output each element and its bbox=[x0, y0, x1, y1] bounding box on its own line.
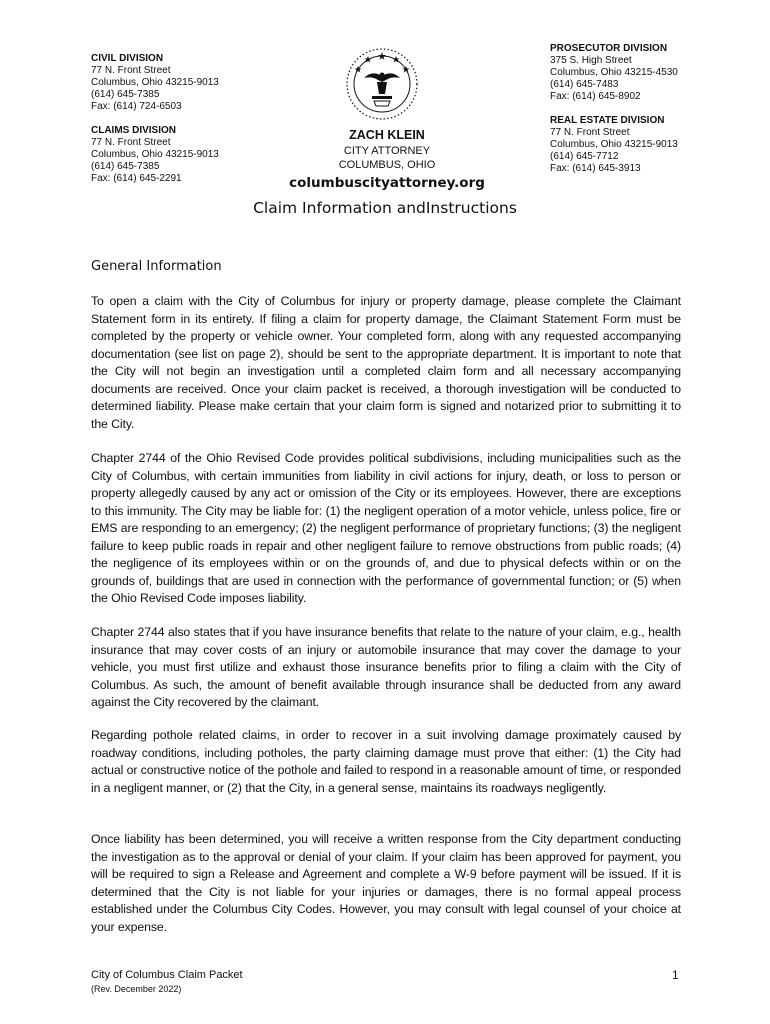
address-line: 77 N. Front Street bbox=[91, 65, 171, 76]
address-line: Columbus, Ohio 43215-9013 bbox=[91, 77, 219, 88]
phone-line: (614) 645-7483 bbox=[550, 79, 619, 90]
paragraph-insurance: Chapter 2744 also states that if you have insurance benefits that relate to the nature of your claim, e.g., health insurance that may cover costs of an injury or automobile insurance that may cover the damage to your vehicle, you must first utilize and exhaust those insurance benefits prior to filing a claim with the City of Columbus. As such, the amount of benefit available through insurance shall be deducted from any award against the City recovered by the claimant. bbox=[91, 625, 681, 709]
attorney-title-block bbox=[300, 144, 474, 172]
footer bbox=[91, 968, 243, 996]
real-estate-division-heading: REAL ESTATE DIVISION bbox=[550, 115, 665, 126]
fax-line: Fax: (614) 645-3913 bbox=[550, 163, 641, 174]
page-number: 1 bbox=[672, 968, 679, 982]
address-line: 77 N. Front Street bbox=[550, 127, 630, 138]
address-line: Columbus, Ohio 43215-9013 bbox=[550, 139, 678, 150]
civil-division-heading: CIVIL DIVISION bbox=[91, 53, 164, 64]
fax-line: Fax: (614) 724-6503 bbox=[91, 101, 182, 112]
paragraph-claim-opening: To open a claim with the City of Columbus for injury or property damage, please complete the Claimant Statement form in its entirety. If filing a claim for property damage, the Claimant Statement Form must be completed by the property or vehicle owner. Your completed form, along with any requested accompanying documentation (see list on page 2), should be sent to the appropriate department. It is important to note that the City will not begin an investigation until a completed claim form and all necessary accompanying documents are received. Once your claim packet is received, a thorough investigation will be conducted to determined liability. Please make certain that your claim form is signed and notarized prior to submitting it to the City. bbox=[91, 294, 681, 431]
prosecutor-division-heading: PROSECUTOR DIVISION bbox=[550, 43, 668, 54]
claims-division-heading: CLAIMS DIVISION bbox=[91, 125, 177, 136]
paragraph-liability-response: Once liability has been determined, you will receive a written response from the City department conducting the investigation as to the approval or denial of your claim. If your claim has been approved for payment, you will be required to sign a Release and Agreement and complete a W-9 before payment will be issued. If it is determined that the City is not liable for your injuries or damages, there is no formal appeal process established under the Columbus City Codes. However, you may consult with legal counsel of your choice at your expense. bbox=[91, 832, 681, 934]
real-estate-division-address bbox=[550, 115, 678, 175]
footer-revision: (Rev. December 2022) bbox=[91, 984, 182, 994]
civil-division-address bbox=[91, 53, 219, 113]
footer-packet-name: City of Columbus Claim Packet bbox=[91, 969, 243, 981]
phone-line: (614) 645-7385 bbox=[91, 161, 160, 172]
fax-line: Fax: (614) 645-2291 bbox=[91, 173, 182, 184]
paragraph-immunity: Chapter 2744 of the Ohio Revised Code provides political subdivisions, including municipalities such as the City of Columbus, with certain immunities from liability in civil actions for injury, death, or loss to person or property allegedly caused by any act or omission of the City or its employees. However, there are exceptions to this immunity. The City may be liable for: (1) the negligent operation of a motor vehicle, unless police, fire or EMS are responding to an emergency; (2) the negligent performance of proprietary functions; (3) the negligent failure to keep public roads in repair and other negligent failure to remove obstructions from public roads; (4) the negligence of its employees within or on the grounds of, and due to physical defects within or on the grounds of, buildings that are used in connection with the performance of governmental function; or (5) when the Ohio Revised Code imposes liability. bbox=[91, 451, 681, 605]
document-title: Claim Information andInstructions bbox=[253, 199, 517, 217]
address-line: Columbus, Ohio 43215-4530 bbox=[550, 67, 678, 78]
phone-line: (614) 645-7712 bbox=[550, 151, 619, 162]
website-link[interactable]: columbuscityattorney.org bbox=[289, 175, 485, 191]
city-state: COLUMBUS, OHIO bbox=[338, 159, 436, 171]
address-line: 375 S. High Street bbox=[550, 55, 632, 66]
attorney-title: CITY ATTORNEY bbox=[343, 145, 431, 157]
city-seal-icon bbox=[344, 46, 420, 122]
paragraph-pothole: Regarding pothole related claims, in order to recover in a suit involving damage proximately caused by roadway conditions, including potholes, the party claiming damage must prove that either: (1) the City had actual or constructive notice of the pothole and failed to respond in a reasonable amount of time, or responded in a negligent manner, or (2) that the City, in a general sense, maintains its roadways negligently. bbox=[91, 728, 681, 795]
attorney-name: ZACH KLEIN bbox=[349, 128, 425, 142]
phone-line: (614) 645-7385 bbox=[91, 89, 160, 100]
prosecutor-division-address bbox=[550, 43, 678, 103]
fax-line: Fax: (614) 645-8902 bbox=[550, 91, 641, 102]
claims-division-address bbox=[91, 125, 219, 185]
address-line: 77 N. Front Street bbox=[91, 137, 171, 148]
section-heading: General Information bbox=[91, 259, 222, 274]
address-line: Columbus, Ohio 43215-9013 bbox=[91, 149, 219, 160]
